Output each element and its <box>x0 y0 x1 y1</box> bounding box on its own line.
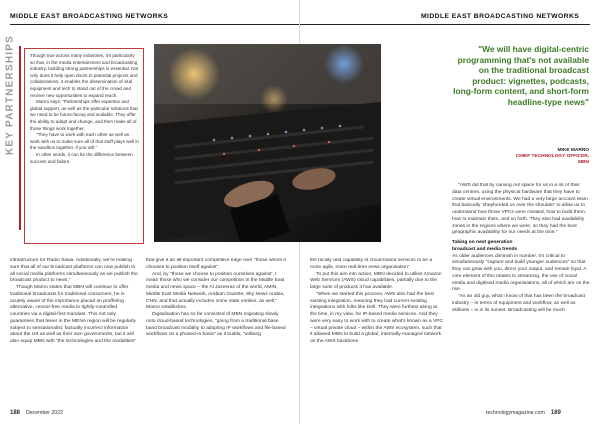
body-paragraph: the facility and capability of cloud-based services to be a more agile, more real-time news organisation". <box>310 258 433 270</box>
attribution-title: CHIEF TECHNOLOGY OFFICER, <box>515 154 589 160</box>
header-rule-left <box>10 24 300 25</box>
footer-right <box>486 410 567 416</box>
broadcast-control-room-photo <box>154 44 381 242</box>
body-column-4 <box>452 183 590 407</box>
running-head-left: MIDDLE EAST BROADCASTING NETWORKS <box>10 13 169 20</box>
page-number-left: 188 <box>10 410 21 416</box>
running-head-right: MIDDLE EAST BROADCASTING NETWORKS <box>421 13 580 20</box>
body-column-2 <box>146 258 288 406</box>
attribution-name: MIKE MARNO <box>557 148 589 153</box>
quote-attribution <box>460 148 589 167</box>
pull-quote: "We will have digital-centric programming that's not available on the traditional broadcast product: vignettes, podcasts, long-form content, and short-form headline-type news" <box>453 44 589 107</box>
sidebar-paragraph: In other words, it can be the difference between success and failure. <box>30 151 133 164</box>
body-paragraph: As older audiences diminish in number, it's critical to simultaneously "capture and build younger audiences" so that they can grow with you, direct your output, and remain loyal. A core element of this relates to streaming, the use of social media and digitised media organisations, all of which are on the rise. <box>452 253 590 293</box>
body-paragraph: "When we started this process, AWS also had the best existing integration, meaning they had current existing integrations with folks like Dell. They were furthest along at the time, in my view, for IP-based media services. And they were very easy to work with to create what's known as a VPC – virtual private cloud – within the AWS ecosystem, such that it allowed MBN to build a global, internally-managed network on the AWS backbone. <box>310 291 444 344</box>
attribution-company: MBN <box>578 160 589 166</box>
header-rule-right <box>300 24 590 25</box>
page-number-right: 189 <box>550 410 561 416</box>
body-paragraph: infrastructure for Radio Sawa. Additionally, we're making sure that all of our broadcast platforms can now publish to all social media platforms simultaneously as we publish the broadcast product to news." <box>10 258 138 284</box>
body-paragraph: "AWS did that by carving out space for us in a lot of their data centres, using the physical hardware that they have to create virtual environments. We had a very large account team that basically 'shepherded us over the shoulder' to allow us to understand how those VPCs were created, how to build them, how to maintain them, and so forth. They also had availability zones in the regions where we were, so they had the best geographic availability for our needs at the time." <box>452 183 588 236</box>
body-column-1 <box>10 258 138 406</box>
sidebar-paragraph: Marno says: "Partnerships offer expertise and global support, as well as the particular solutions that we need to be future-facing and scalable. They offer the ability to adapt and change, and then make all of those things work together. <box>30 99 138 131</box>
body-paragraph: Digitalisation has so far consisted of MBN migrating slowly onto cloud-based technologies, "going from a traditional base band broadcast modality to adopting IP workflows and file-based workflows on a phased-in basis" as it builds, "utilising <box>146 312 286 338</box>
partnerships-sidebar <box>24 48 144 244</box>
body-paragraph: that give it an all-important competitive edge over "those whom it chooses to position itself against". <box>146 258 286 270</box>
sidebar-paragraph: Though true across many industries, it's particularly so that, in the media entertainment and broadcasting industry, building strong partnerships is essential. Not only does it help open doors to potential projects and collaborations, it enables the dissemination of vital equipment and tech to stand out of the crowd and receive new opportunities to expand reach. <box>30 53 139 98</box>
body-column-3 <box>310 258 444 406</box>
accent-bar <box>19 46 21 230</box>
section-subhead: Taking on next generation broadcast and media trends <box>452 240 518 252</box>
body-paragraph: And, by "those we choose to position ourselves against', I mean those who we consider our competition in the Middle East media and news space – the Al Jazeeras of the world, AMIN, Middle East Media Network, Arabian Gazette, Sky News Arabia, CNN, and that actually includes some state entities, as well," Marno establishes. <box>146 271 285 311</box>
footer-left <box>10 410 63 416</box>
sidebar-paragraph: "They have to work with each other as well as work with us to make sure all of that stuff plays well in the sandbox together, if you will." <box>30 132 139 151</box>
issue-date: December 2022 <box>26 410 63 416</box>
section-tab: KEY PARTNERSHIPS <box>4 35 16 155</box>
body-paragraph: To put this aim into action, MBN decided to utilise Amazon Web Services (AWS) cloud capabilities, partially due to the large suite of products it has available. <box>310 271 442 290</box>
body-paragraph: "As an old guy, what I know of that has been the broadcast industry – in terms of equipment and workflow, as well as skillsets – is in its sunset. Broadcasting will be much <box>452 294 585 313</box>
body-paragraph: Though Marno states that MBN will continue to offer traditional broadcasts for traditional consumers, he is acutely aware of the importance placed on proffering alternative, censor-free media to tightly-controlled countries via a digital-first mandate. This not only guarantees that fewer in the MENA region will be regularly subject to sensationalist, factually incorrect information about the US as well as their own governments, but it will also equip MBN with "the technologies and the modalities" <box>10 285 137 344</box>
website: technologymagazine.com <box>486 410 545 416</box>
